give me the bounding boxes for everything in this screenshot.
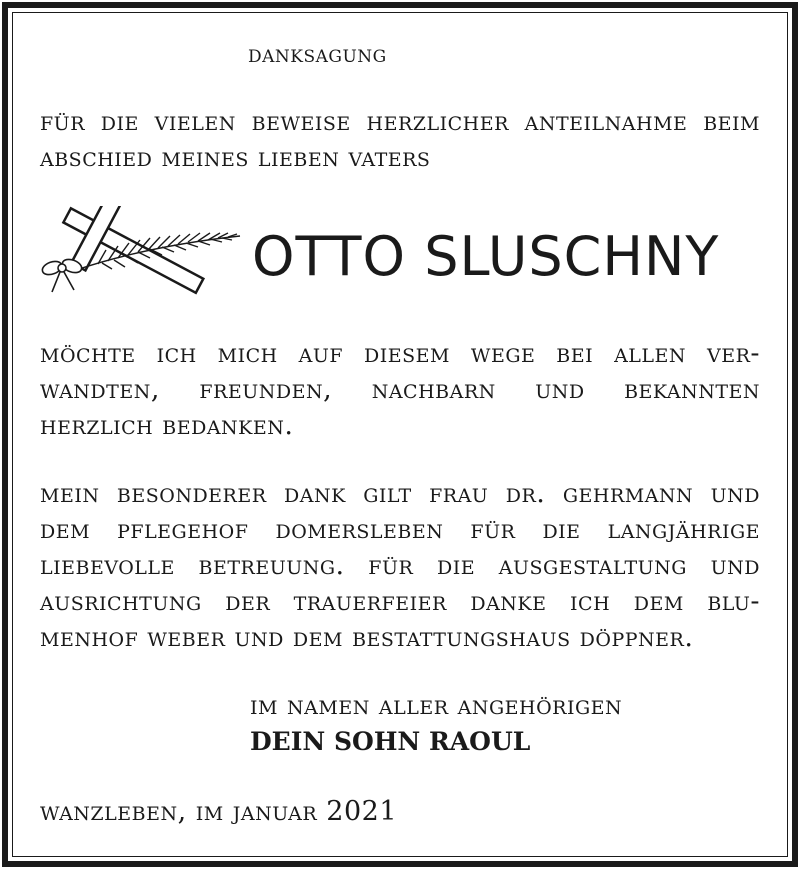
paragraph2-line-1: mein besonderer dank gilt frau dr. gehrmann und: [40, 478, 760, 509]
paragraph2-line-5: menhof weber und dem bestattungshaus döppner.: [40, 622, 694, 653]
paragraph1-line-2: wandten, freunden, nachbarn und bekannten: [40, 374, 760, 405]
paragraph1-line-1: möchte ich mich auf diesem wege bei allen ver-: [40, 338, 760, 369]
notice-heading: danksagung: [248, 40, 387, 68]
deceased-name: OTTO SLUSCHNY: [252, 225, 720, 288]
cross-with-palm-branch-icon: [38, 206, 244, 298]
paragraph2-line-2: dem pflegehof domersleben für die langjährige: [40, 514, 760, 545]
intro-line-1: für die vielen beweise herzlicher anteilnahme beim: [40, 106, 760, 137]
signature-line-1: im namen aller angehörigen: [250, 690, 623, 721]
paragraph2-line-3: liebevolle betreuung. für die ausgestaltung und: [40, 550, 760, 581]
place-and-date: wanzleben, im januar 2021: [40, 796, 397, 827]
paragraph1-line-3: herzlich bedanken.: [40, 410, 294, 441]
intro-line-2: abschied meines lieben vaters: [40, 142, 431, 173]
paragraph2-line-4: ausrichtung der trauerfeier danke ich dem blu-: [40, 586, 760, 617]
signature-name: DEIN SOHN RAOUL: [250, 727, 531, 756]
